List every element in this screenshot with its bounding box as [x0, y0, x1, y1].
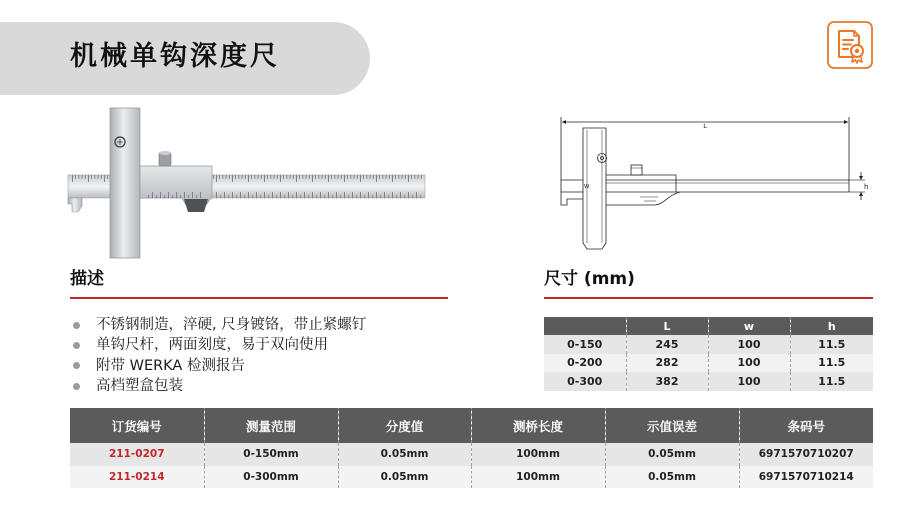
list-item-text: 附带 WERKA 检测报告 — [96, 357, 245, 374]
cell-range: 0-150 — [544, 335, 626, 354]
description-divider — [70, 297, 448, 299]
bullet-dot-icon — [73, 322, 80, 329]
drawing-slider — [606, 175, 680, 205]
cell-graduation: 0.05mm — [338, 466, 471, 489]
table-row — [70, 443, 873, 466]
header-h: h — [790, 317, 873, 335]
cell-order-number: 211-0207 — [70, 443, 204, 466]
certificate-icon — [827, 21, 873, 69]
cell-l: 382 — [626, 372, 708, 391]
header-graduation: 分度值 — [338, 408, 471, 443]
list-item-text: 高档塑盒包装 — [96, 378, 183, 395]
cell-h: 11.5 — [790, 335, 873, 354]
header-bridge-length: 测桥长度 — [471, 408, 605, 443]
cell-l: 245 — [626, 335, 708, 354]
header-l: L — [626, 317, 708, 335]
feature-list — [70, 315, 366, 397]
list-item — [70, 335, 366, 355]
drawing-knob — [631, 165, 642, 175]
depth-gauge-photo — [60, 100, 430, 265]
cell-range: 0-300 — [544, 372, 626, 391]
cell-graduation: 0.05mm — [338, 443, 471, 466]
label-w: W — [584, 184, 590, 190]
list-item-text: 不锈钢制造，淬硬, 尺身镀铬，带止紧螺钉 — [96, 317, 367, 333]
certificate-icon-graphic — [827, 21, 873, 69]
cell-bridge-length: 100mm — [471, 443, 605, 466]
header-range — [544, 317, 626, 335]
cell-w: 100 — [708, 354, 790, 373]
list-item-text: 单钩尺杆，两面刻度，易于双向使用 — [96, 337, 328, 354]
dimensions-heading: 尺寸 (mm) — [544, 269, 635, 289]
page-title: 机械单钩深度尺 — [70, 41, 280, 72]
bullet-dot-icon — [73, 362, 80, 369]
list-item — [70, 315, 366, 335]
description-heading: 描述 — [70, 269, 104, 289]
label-l: L — [703, 122, 707, 130]
gauge-base — [110, 108, 140, 258]
header-order-number: 订货编号 — [70, 408, 204, 443]
slider-clamp — [184, 199, 208, 212]
cell-barcode: 6971570710207 — [739, 443, 873, 466]
table-header-row — [70, 408, 873, 443]
ruler-bottom-scale — [214, 190, 422, 198]
cell-order-number: 211-0214 — [70, 466, 204, 489]
cell-h: 11.5 — [790, 372, 873, 391]
table-row — [544, 335, 873, 354]
title-banner — [0, 22, 370, 95]
drawing-hook — [561, 180, 583, 205]
lock-screw-top — [159, 151, 171, 155]
cell-barcode: 6971570710214 — [739, 466, 873, 489]
cell-w: 100 — [708, 372, 790, 391]
dimensions-divider — [544, 297, 873, 299]
drawing-clamp — [640, 197, 658, 201]
table-row — [544, 372, 873, 391]
vernier-scale — [146, 190, 204, 198]
cell-measuring-range: 0-300mm — [204, 466, 338, 489]
bullet-dot-icon — [73, 342, 80, 349]
cell-measuring-range: 0-150mm — [204, 443, 338, 466]
ruler-hook — [68, 198, 82, 212]
bullet-dot-icon — [73, 383, 80, 390]
cell-indication-error: 0.05mm — [605, 466, 739, 489]
cell-h: 11.5 — [790, 354, 873, 373]
label-h: h — [864, 183, 869, 191]
table-row — [70, 466, 873, 489]
dimensions-table — [544, 317, 873, 391]
header-indication-error: 示值误差 — [605, 408, 739, 443]
header-barcode: 条码号 — [739, 408, 873, 443]
list-item — [70, 376, 366, 396]
cell-indication-error: 0.05mm — [605, 443, 739, 466]
cell-range: 0-200 — [544, 354, 626, 373]
header-w: w — [708, 317, 790, 335]
cell-bridge-length: 100mm — [471, 466, 605, 489]
header-measuring-range: 测量范围 — [204, 408, 338, 443]
order-table — [70, 408, 873, 488]
table-header-row — [544, 317, 873, 335]
technical-drawing — [550, 112, 870, 257]
list-item — [70, 356, 366, 376]
cell-w: 100 — [708, 335, 790, 354]
table-row — [544, 354, 873, 373]
cell-l: 282 — [626, 354, 708, 373]
